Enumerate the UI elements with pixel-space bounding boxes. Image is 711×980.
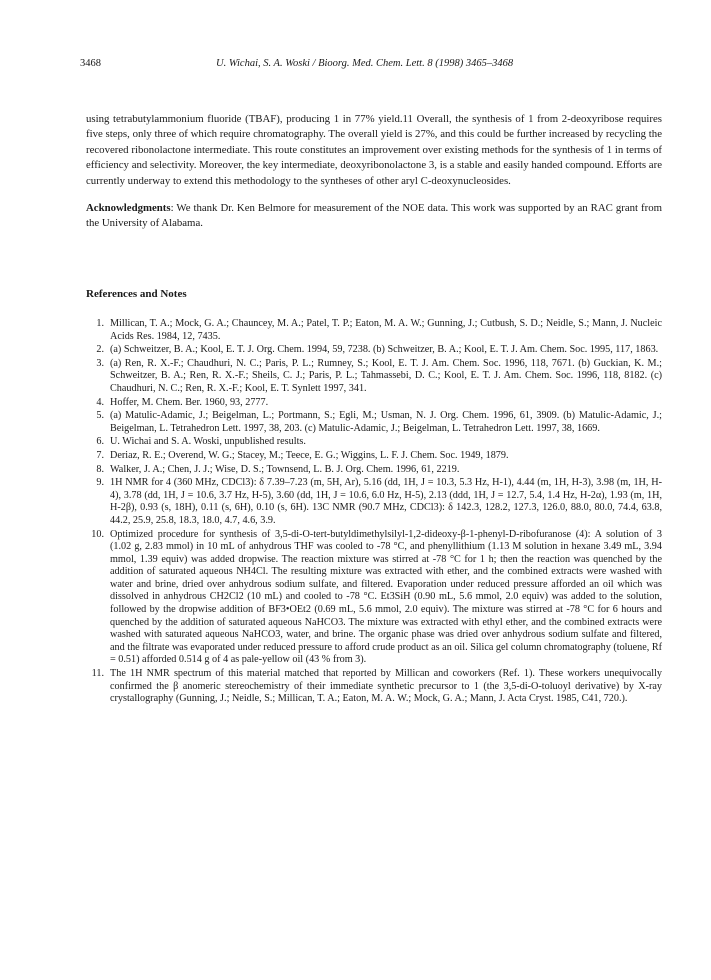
- reference-item: 4. Hoffer, M. Chem. Ber. 1960, 93, 2777.: [96, 396, 269, 408]
- reference-item: 7. Deriaz, R. E.; Overend, W. G.; Stacey, M.; Teece, E. G.; Wiggins, L. F. J. Chem. Soc. 1949, 1879.: [96, 449, 509, 461]
- running-head: U. Wichai, S. A. Woski / Bioorg. Med. Chem. Lett. 8 (1998) 3465–3468: [216, 58, 514, 69]
- body-text: [86, 112, 662, 244]
- acknowledgments: [86, 201, 662, 232]
- ack-text: : We thank Dr. Ken Belmore for measurement of the NOE data. This work was supported by an RAC grant from the University of Alabama.: [86, 202, 662, 230]
- references-title: References and Notes: [86, 288, 187, 300]
- reference-item: 10. Optimized procedure for synthesis of 3,5-di-O-tert-butyldimethylsilyl-1,2-dideoxy-β-1-phenyl-D-ribofuranose (4): A solution of 3 (1.02 g, 2.83 mmol) in 10 mL of anhydrous THF was cooled to -78 °C, and phenyllithium (1.13 M solution in hexane 3.49 mL, 3.94 mmol, 1.39 equiv) was added dropwise. The reaction mixture was stirred at -78 °C for 1 h; then the reaction was quenched by the addition of saturated aqueous NH4Cl. The resulting mixture was extracted with ether, and the combined extracts were washed with water and brine, dried over anhydrous sodium sulfate, and filtered. Evaporation under reduced pressure afforded an oil which was dissolved in anhydrous CH2Cl2 (10 mL) and cooled to -78 °C. Et3SiH (0.90 mL, 5.6 mmol, 2.0 equiv) was added to the solution, followed by the dropwise addition of BF3•OEt2 (0.69 mL, 5.6 mmol, 2.0 equiv). The mixture was stirred at -78 °C for 6 hours and quenched by the addition of saturated aqueous NaHCO3. The mixture was extracted with ethyl ether, and the combined extracts were washed with saturated aqueous NaHCO3, water, and brine. The organic phase was dried over anhydrous sodium sulfate and filtered, and the filtrate was evaporated under reduced pressure to afford crude product as an oil. Silica gel column chromatography (toluene, Rf = 0.51) afforded 0.514 g of 4 as pale-yellow oil (43 % from 3).: [91, 528, 663, 666]
- reference-item: 3. (a) Ren, R. X.-F.; Chaudhuri, N. C.; Paris, P. L.; Rumney, S.; Kool, E. T. J. Am. Chem. Soc. 1996, 118, 7671. (b) Guckian, K. M.; Schweitzer, B. A.; Ren, R. X.-F.; Sheils, C. J.; Paris, P. L.; Tahmassebi, D. C.; Kool, E. T. J. Am. Chem. Soc. 1996, 118, 8182. (c) Chaudhuri, N. C.; Ren, R. X.-F.; Kool, E. T. Synlett 1997, 341.: [96, 357, 662, 394]
- reference-item: 5. (a) Matulic-Adamic, J.; Beigelman, L.; Portmann, S.; Egli, M.; Usman, N. J. Org. Chem. 1996, 61, 3909. (b) Matulic-Adamic, J.; Beigelman, L. Tetrahedron Lett. 1997, 38, 203. (c) Matulic-Adamic, J.; Beigelman, L. Tetrahedron Lett. 1997, 38, 1669.: [96, 410, 662, 434]
- reference-item: 9. 1H NMR for 4 (360 MHz, CDCl3): δ 7.39–7.23 (m, 5H, Ar), 5.16 (dd, 1H, J = 10.3, 5.3 Hz, H-1), 4.44 (m, 1H, H-3), 3.98 (m, 1H, H-4), 3.78 (dd, 1H, J = 10.6, 3.7 Hz, H-5), 3.60 (dd, 1H, J = 10.6, 6.0 Hz, H-5), 2.13 (ddd, 1H, J = 12.7, 5.4, 1.4 Hz, H-2α), 1.93 (m, 1H, H-2β), 0.93 (s, 18H), 0.11 (s, 6H), 0.10 (s, 6H). 13C NMR (90.7 MHz, CDCl3): δ 142.3, 128.2, 127.3, 126.0, 88.0, 80.0, 74.4, 63.8, 44.2, 25.9, 25.8, 18.3, 18.0, 4.7, 4.6, 3.9.: [96, 477, 662, 526]
- reference-item: 11. The 1H NMR spectrum of this material matched that reported by Millican and coworkers (Ref. 1). These workers unequivocally confirmed the β anomeric stereochemistry of their immediate synthetic precursor to 1 (the 3,5-di-O-toluoyl derivative) by X-ray crystallography (Gunning, J.; Neidle, S.; Millican, T. A.; Eaton, M. A. W.; Mock, G. A.; Mann, J. Acta Cryst. 1985, C41, 720.).: [91, 668, 662, 705]
- ack-label: Acknowledgments: [86, 202, 171, 215]
- reference-item: 1. Millican, T. A.; Mock, G. A.; Chauncey, M. A.; Patel, T. P.; Eaton, M. A. W.; Gunning, J.; Cutbush, S. D.; Neidle, S.; Mann, J. Nucleic Acids Res. 1984, 12, 7435.: [96, 318, 662, 342]
- reference-item: 6. U. Wichai and S. A. Woski, unpublished results.: [96, 436, 306, 448]
- references-list: [86, 318, 662, 707]
- reference-item: 8. Walker, J. A.; Chen, J. J.; Wise, D. S.; Townsend, L. B. J. Org. Chem. 1996, 61, 2219.: [96, 463, 460, 475]
- paragraph: using tetrabutylammonium fluoride (TBAF), producing 1 in 77% yield.11 Overall, the synthesis of 1 from 2-deoxyribose requires five steps, only three of which require chromatography. The overall yield is 27%, and this could be further increased by recycling the recovered ribonolactone intermediate. This route constitutes an improvement over existing methods for the synthesis of 1 in terms of efficiency and selectivity. Moreover, the key intermediate, deoxyribonolactone 3, is a stable and easily handed compound. Efforts are currently underway to extend this methodology to the syntheses of other aryl C-deoxynucleosides.: [86, 113, 662, 187]
- page-number: 3468: [80, 58, 101, 69]
- reference-item: 2. (a) Schweitzer, B. A.; Kool, E. T. J. Org. Chem. 1994, 59, 7238. (b) Schweitzer, B. A.; Kool, E. T. J. Am. Chem. Soc. 1995, 117, 1863.: [96, 344, 659, 356]
